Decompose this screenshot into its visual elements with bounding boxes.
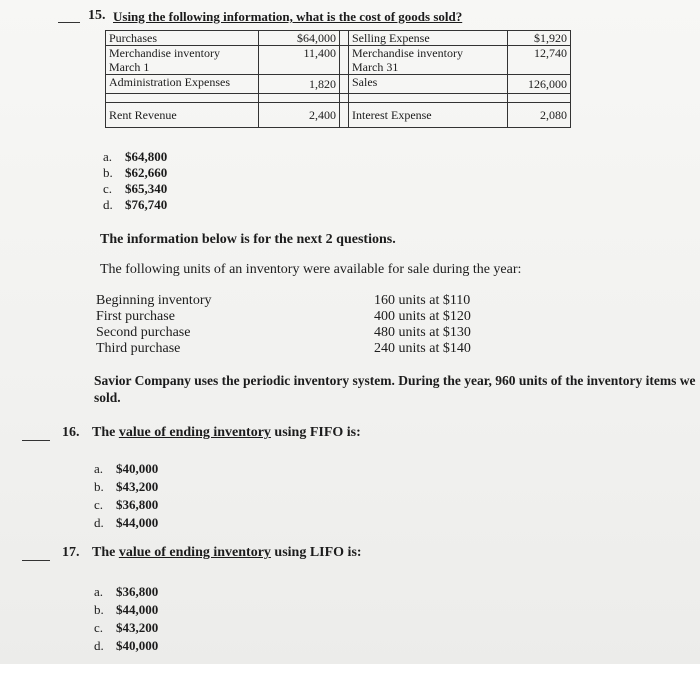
- table-row: [106, 31, 571, 46]
- inventory-label-beginning: Beginning inventory: [96, 293, 212, 308]
- inventory-value-first: 400 units at $120: [374, 309, 471, 324]
- inventory-label-second: Second purchase: [96, 325, 191, 340]
- question-text-underlined: value of ending inventory: [118, 425, 271, 440]
- option-17-c: [94, 620, 158, 636]
- table-gap-cell: [340, 94, 349, 103]
- question-text-pre: The: [92, 545, 119, 560]
- option-letter: b.: [94, 479, 104, 494]
- table-cell-value: 12,740: [508, 46, 571, 75]
- option-letter: b.: [103, 165, 113, 180]
- cost-info-table: [105, 30, 571, 128]
- option-text: $40,000: [116, 638, 159, 653]
- question-text-16: [92, 425, 361, 441]
- table-cell-value: 2,400: [259, 103, 340, 128]
- option-text: $65,340: [125, 181, 168, 196]
- option-17-d: [94, 638, 158, 654]
- table-row: [106, 103, 571, 128]
- table-gap-cell: [340, 46, 349, 75]
- table-gap-cell: [340, 103, 349, 128]
- table-cell-label: Purchases: [106, 31, 259, 46]
- table-gap-cell: [340, 31, 349, 46]
- option-text: $43,200: [116, 479, 159, 494]
- inventory-value-second: 480 units at $130: [374, 325, 471, 340]
- table-cell-value: 126,000: [508, 75, 571, 94]
- option-letter: b.: [94, 602, 104, 617]
- option-letter: c.: [94, 620, 104, 635]
- option-letter: a.: [103, 149, 113, 164]
- option-letter: c.: [103, 181, 113, 196]
- intro-note: Savior Company uses the periodic inventory system. During the year, 960 units of the inventory items we: [94, 373, 696, 388]
- option-text: $36,800: [116, 584, 159, 599]
- question-text-post: using FIFO is:: [270, 425, 361, 440]
- option-text: $44,000: [116, 602, 159, 617]
- table-row: [106, 94, 571, 103]
- table-cell-label: Selling Expense: [349, 31, 508, 46]
- option-letter: c.: [94, 497, 104, 512]
- table-cell-value: 1,820: [259, 75, 340, 94]
- inventory-value-beginning: 160 units at $110: [374, 293, 471, 308]
- table-cell-value: 11,400: [259, 46, 340, 75]
- table-cell-label: [106, 46, 259, 75]
- answer-blank-17: [22, 560, 50, 561]
- option-15-d: [103, 197, 167, 213]
- inventory-label-third: Third purchase: [96, 341, 181, 356]
- table-gap-cell: [340, 75, 349, 94]
- option-text: $40,000: [116, 461, 159, 476]
- table-spacer-cell: [106, 94, 259, 103]
- option-16-c: [94, 497, 158, 513]
- table-spacer-cell: [259, 94, 340, 103]
- option-16-b: [94, 479, 158, 495]
- table-cell-label: [349, 46, 508, 75]
- table-row: [106, 46, 571, 75]
- inventory-march1-label: Merchandise inventory March 1: [109, 46, 220, 74]
- option-letter: a.: [94, 461, 104, 476]
- table-spacer-cell: [349, 94, 508, 103]
- option-17-b: [94, 602, 158, 618]
- option-text: $64,800: [125, 149, 168, 164]
- option-15-b: [103, 165, 167, 181]
- option-letter: a.: [94, 584, 104, 599]
- inventory-march31-label: Merchandise inventory March 31: [352, 46, 463, 74]
- option-17-a: [94, 584, 158, 600]
- table-cell-value: $1,920: [508, 31, 571, 46]
- table-cell-label: Sales: [349, 75, 508, 94]
- option-text: $43,200: [116, 620, 159, 635]
- option-text: $76,740: [125, 197, 168, 212]
- option-letter: d.: [94, 638, 104, 653]
- table-cell-value: $64,000: [259, 31, 340, 46]
- option-15-c: [103, 181, 167, 197]
- intro-heading: The information below is for the next 2 questions.: [100, 232, 396, 247]
- answer-blank-15: [58, 22, 80, 23]
- page-bottom-edge: [0, 664, 700, 681]
- answer-blank-16: [22, 440, 50, 441]
- inventory-value-third: 240 units at $140: [374, 341, 471, 356]
- option-letter: d.: [94, 515, 104, 530]
- question-text-pre: The: [92, 425, 119, 440]
- option-16-d: [94, 515, 158, 531]
- question-text-underlined: value of ending inventory: [118, 545, 271, 560]
- table-cell-label: Administration Expenses: [106, 75, 259, 94]
- question-text-post: using LIFO is:: [270, 545, 362, 560]
- table-spacer-cell: [508, 94, 571, 103]
- option-15-a: [103, 149, 167, 165]
- question-number-17: 17.: [62, 545, 80, 560]
- table-cell-value: 2,080: [508, 103, 571, 128]
- table-cell-label: Rent Revenue: [106, 103, 259, 128]
- question-text-15: Using the following information, what is the cost of goods sold?: [113, 9, 463, 24]
- table-cell-label: Interest Expense: [349, 103, 508, 128]
- option-text: $44,000: [116, 515, 159, 530]
- option-16-a: [94, 461, 158, 477]
- intro-text: The following units of an inventory were available for sale during the year:: [100, 262, 522, 277]
- option-text: $62,660: [125, 165, 168, 180]
- inventory-label-first: First purchase: [96, 309, 175, 324]
- option-text: $36,800: [116, 497, 159, 512]
- table-row: [106, 75, 571, 94]
- question-number-16: 16.: [62, 425, 80, 440]
- option-letter: d.: [103, 197, 113, 212]
- question-text-17: [92, 545, 362, 561]
- question-number-15: 15.: [88, 8, 106, 23]
- intro-note-end: sold.: [94, 390, 121, 405]
